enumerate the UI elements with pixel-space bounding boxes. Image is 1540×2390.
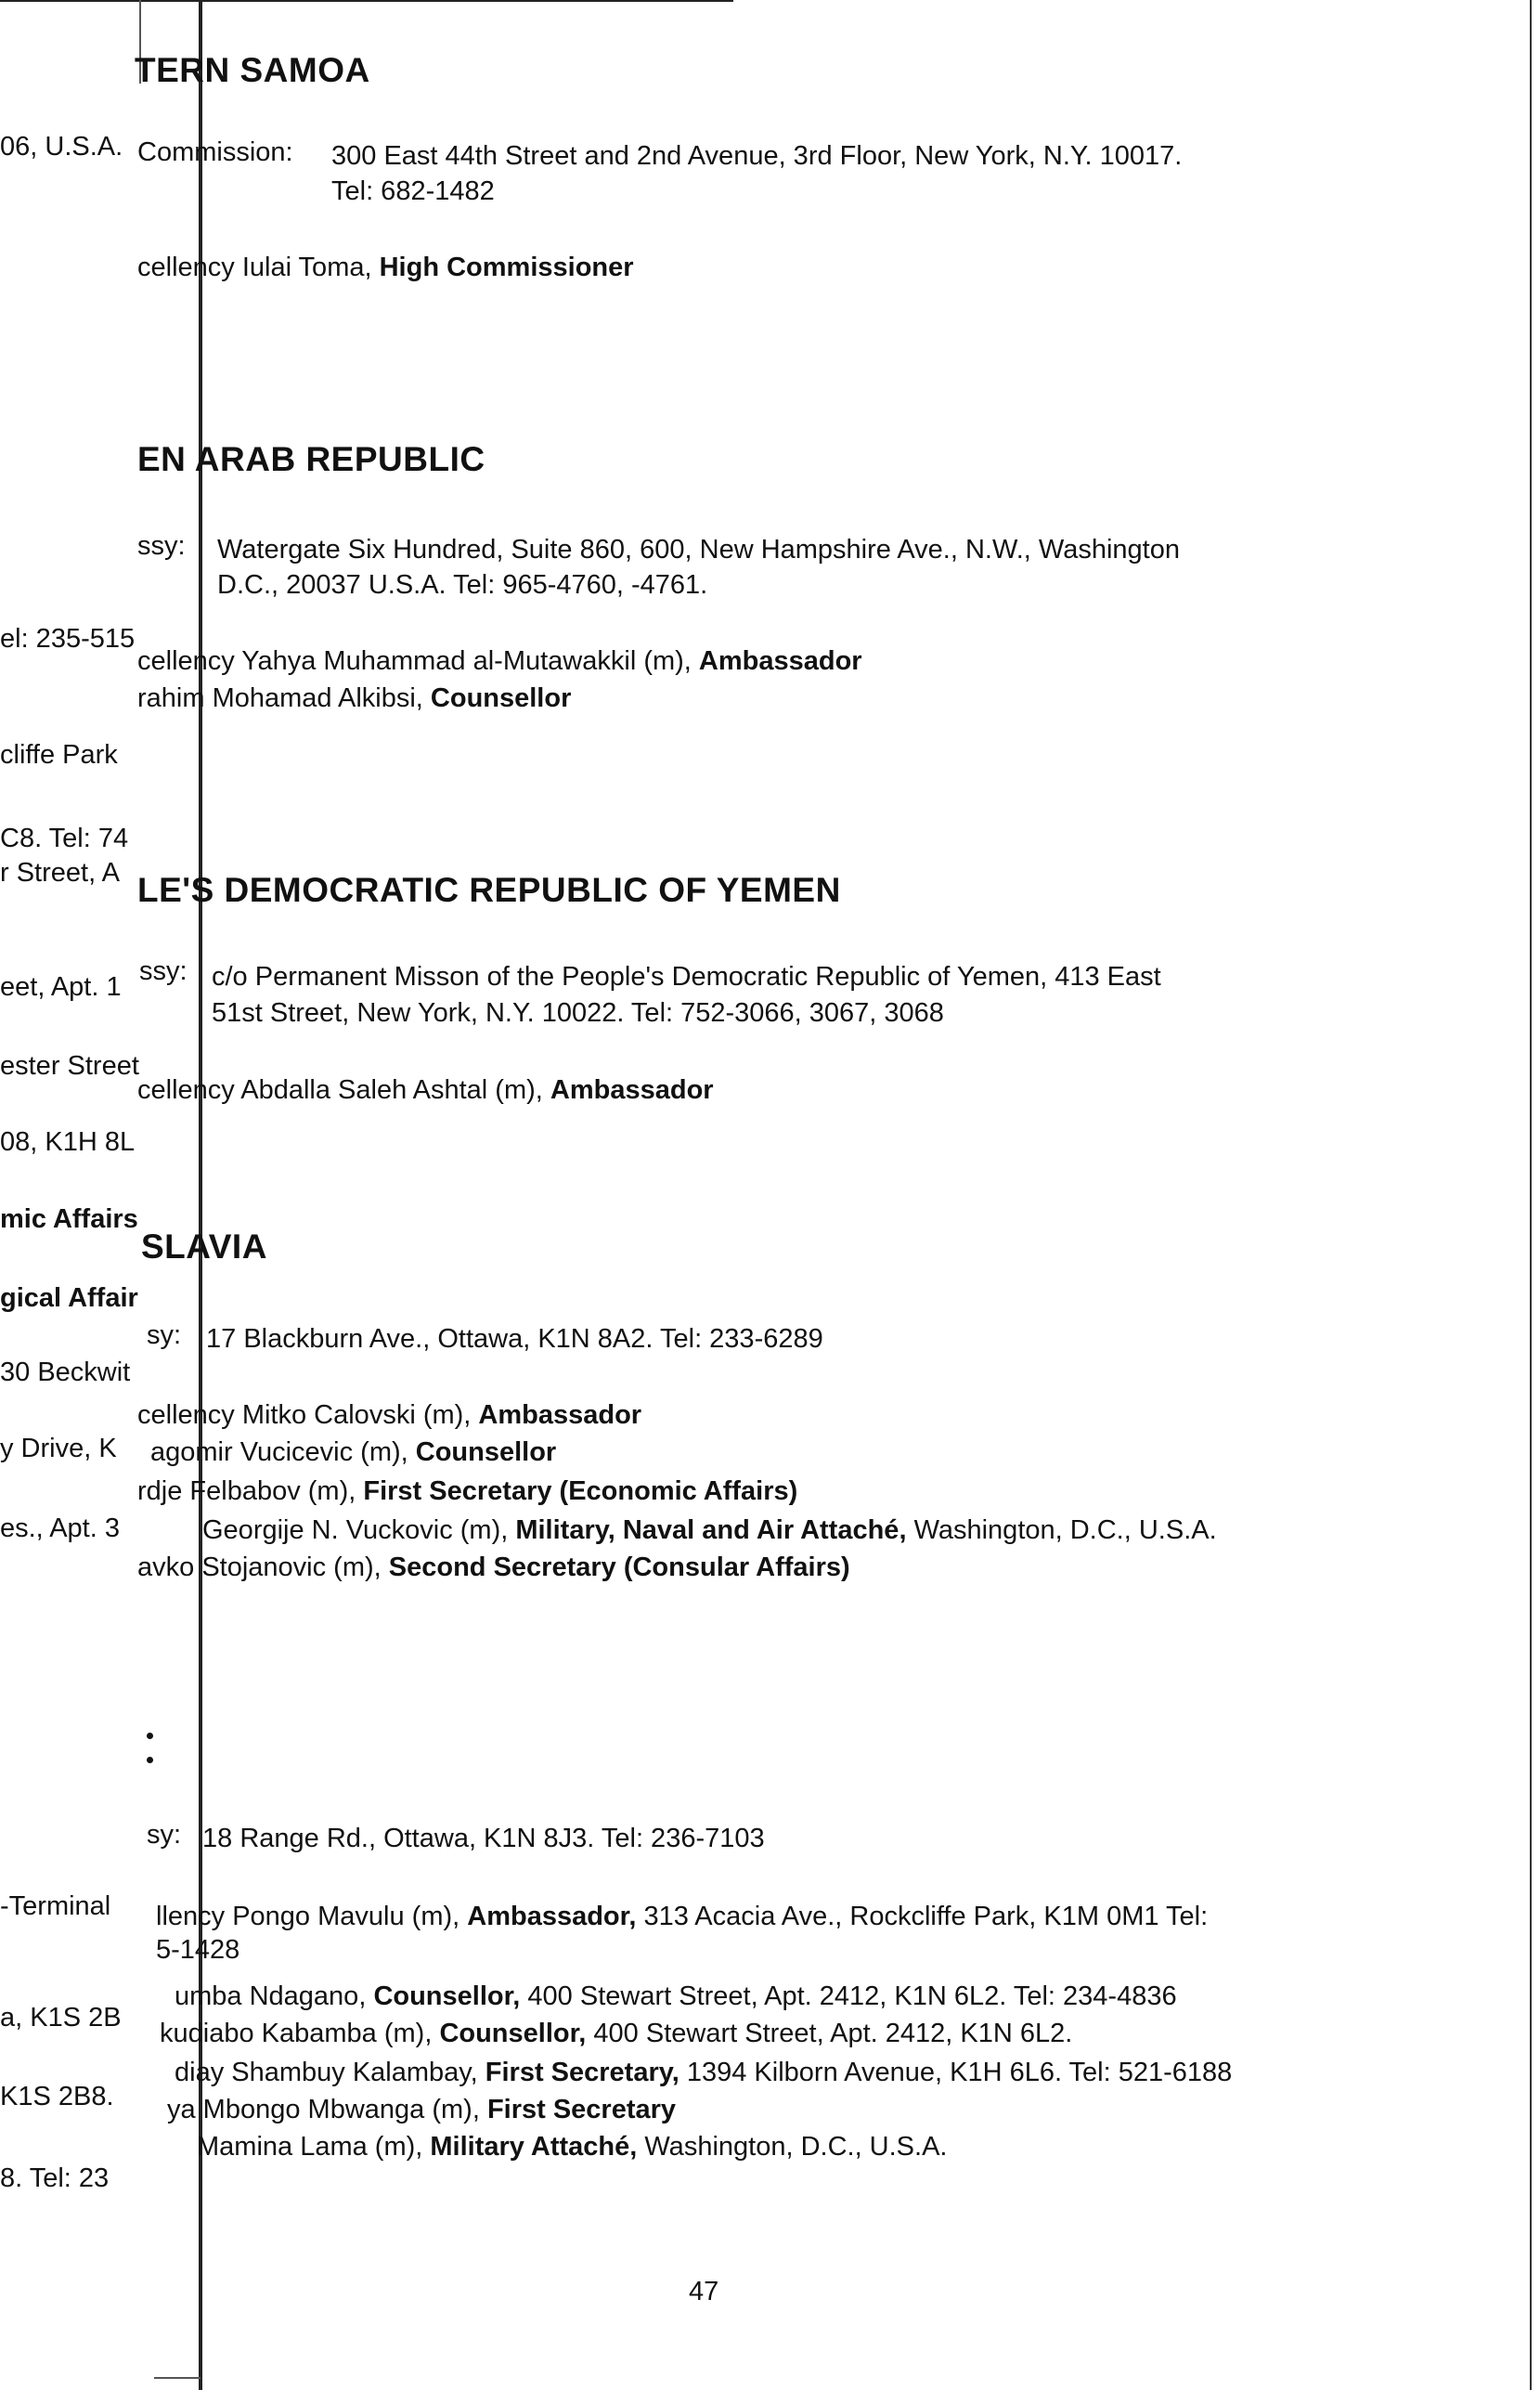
person-address: 400 Stewart Street, Apt. 2412, K1N 6L2. Tel: 234-4836 xyxy=(527,1981,1177,2011)
address-line: 17 Blackburn Ave., Ottawa, K1N 8A2. Tel: 233-6289 xyxy=(206,1324,823,1354)
address-line: c/o Permanent Misson of the People's Democratic Republic of Yemen, 413 East xyxy=(212,962,1161,992)
margin-fragment: r Street, A xyxy=(0,858,120,888)
entry-label: ssy: xyxy=(139,956,188,986)
address-line: Tel: 682-1482 xyxy=(331,176,495,206)
person-address: 1394 Kilborn Avenue, K1H 6L6. Tel: 521-6188 xyxy=(686,2058,1233,2087)
person-entry xyxy=(137,1474,797,1508)
margin-fragment: gical Affair xyxy=(0,1283,138,1313)
person-title: First Secretary (Economic Affairs) xyxy=(363,1476,798,1506)
person-title: Ambassador, xyxy=(467,1902,637,1931)
address-line: 51st Street, New York, N.Y. 10022. Tel: 752-3066, 3067, 3068 xyxy=(212,998,944,1028)
person-entry xyxy=(137,1551,850,1584)
binding-line-bottom xyxy=(154,2377,201,2379)
margin-fragment: 8. Tel: 23 xyxy=(0,2163,110,2193)
address-line: D.C., 20037 U.S.A. Tel: 965-4760, -4761. xyxy=(217,570,708,600)
person-entry xyxy=(160,2017,1072,2050)
address-line: 18 Range Rd., Ottawa, K1N 8J3. Tel: 236-7103 xyxy=(202,1824,765,1853)
margin-fragment: el: 235-515 xyxy=(0,624,136,654)
person-entry xyxy=(137,1398,641,1432)
person-name: umba Ndagano, xyxy=(175,1981,367,2011)
address-line: Watergate Six Hundred, Suite 860, 600, New Hampshire Ave., N.W., Washington xyxy=(217,535,1180,565)
person-title: Military, Naval and Air Attaché, xyxy=(515,1515,907,1545)
person-name: diay Shambuy Kalambay, xyxy=(175,2058,478,2087)
heading-colon-dot xyxy=(147,1757,153,1763)
margin-fragment: cliffe Park xyxy=(0,740,118,770)
margin-fragment: 06, U.S.A. xyxy=(0,132,123,162)
margin-fragment: ester Street xyxy=(0,1051,139,1081)
entry-label: sy: xyxy=(147,1820,182,1850)
person-entry xyxy=(156,1900,1208,1933)
person-title: Counsellor xyxy=(415,1437,557,1467)
person-title: Ambassador xyxy=(698,646,862,676)
margin-fragment: C8. Tel: 74 xyxy=(0,824,129,853)
person-name: rdje Felbabov (m), xyxy=(137,1476,356,1506)
person-name: agomir Vucicevic (m), xyxy=(150,1437,408,1467)
person-name: cellency Abdalla Saleh Ashtal (m), xyxy=(137,1075,543,1105)
person-title: Ambassador xyxy=(478,1400,642,1430)
section-heading: EN ARAB REPUBLIC xyxy=(137,440,485,478)
margin-fragment: -Terminal xyxy=(0,1891,111,1921)
person-name: ya Mbongo Mbwanga (m), xyxy=(167,2095,480,2124)
person-name: rahim Mohamad Alkibsi, xyxy=(137,683,423,713)
person-title: First Secretary xyxy=(486,2095,677,2124)
margin-fragment: y Drive, K xyxy=(0,1434,117,1463)
person-title: Military Attaché, xyxy=(430,2132,638,2162)
margin-fragment: mic Affairs xyxy=(0,1204,138,1234)
section-heading: LE'S DEMOCRATIC REPUBLIC OF YEMEN xyxy=(137,871,841,909)
margin-fragment: a, K1S 2B xyxy=(0,2003,122,2033)
person-title: Ambassador xyxy=(550,1075,714,1105)
right-edge-line xyxy=(1530,0,1532,2390)
person-name: Georgije N. Vuckovic (m), xyxy=(202,1515,509,1545)
person-title: Second Secretary (Consular Affairs) xyxy=(388,1552,850,1582)
person-title: Counsellor, xyxy=(373,1981,521,2011)
person-title: Counsellor xyxy=(430,683,572,713)
person-location: Washington, D.C., U.S.A. xyxy=(644,2132,948,2162)
person-title: High Commissioner xyxy=(379,253,634,282)
entry-label: ssy: xyxy=(137,531,186,561)
margin-fragment: K1S 2B8. xyxy=(0,2082,114,2111)
address-line: 300 East 44th Street and 2nd Avenue, 3rd Floor, New York, N.Y. 10017. xyxy=(331,141,1183,171)
person-entry xyxy=(175,1980,1177,2013)
margin-fragment: 30 Beckwit xyxy=(0,1357,131,1387)
person-location: Washington, D.C., U.S.A. xyxy=(913,1515,1217,1545)
margin-fragment: es., Apt. 3 xyxy=(0,1513,120,1543)
person-entry xyxy=(175,2056,1232,2089)
entry-label: Commission: xyxy=(137,137,293,167)
person-entry xyxy=(137,644,862,678)
person-entry xyxy=(167,2093,676,2126)
person-name: cellency Mitko Calovski (m), xyxy=(137,1400,472,1430)
person-address: 313 Acacia Ave., Rockcliffe Park, K1M 0M1 Tel: xyxy=(643,1902,1209,1931)
section-heading: SLAVIA xyxy=(141,1227,267,1266)
person-name: Mamina Lama (m), xyxy=(197,2132,423,2162)
person-title: First Secretary, xyxy=(485,2058,679,2087)
person-name: cellency Yahya Muhammad al-Mutawakkil (m), xyxy=(137,646,692,676)
section-heading: TERN SAMOA xyxy=(135,51,370,89)
top-edge-line xyxy=(0,0,733,2)
person-entry xyxy=(137,682,571,715)
person-address: 400 Stewart Street, Apt. 2412, K1N 6L2. xyxy=(593,2019,1073,2048)
heading-colon-dot xyxy=(147,1733,153,1739)
person-entry-continued: 5-1428 xyxy=(156,1935,240,1965)
person-entry xyxy=(150,1435,556,1469)
person-name: avko Stojanovic (m), xyxy=(137,1552,382,1582)
margin-fragment: 08, K1H 8L xyxy=(0,1127,136,1157)
person-entry xyxy=(137,1073,714,1107)
person-entry xyxy=(202,1513,1217,1547)
person-name: cellency Iulai Toma, xyxy=(137,253,372,282)
page-number: 47 xyxy=(689,2277,719,2306)
margin-fragment: eet, Apt. 1 xyxy=(0,972,122,1002)
person-name: kudiabo Kabamba (m), xyxy=(160,2019,433,2048)
person-entry xyxy=(197,2130,948,2163)
entry-label: sy: xyxy=(147,1320,182,1350)
person-name: llency Pongo Mavulu (m), xyxy=(156,1902,460,1931)
person-entry xyxy=(137,251,634,284)
person-title: Counsellor, xyxy=(439,2019,587,2048)
